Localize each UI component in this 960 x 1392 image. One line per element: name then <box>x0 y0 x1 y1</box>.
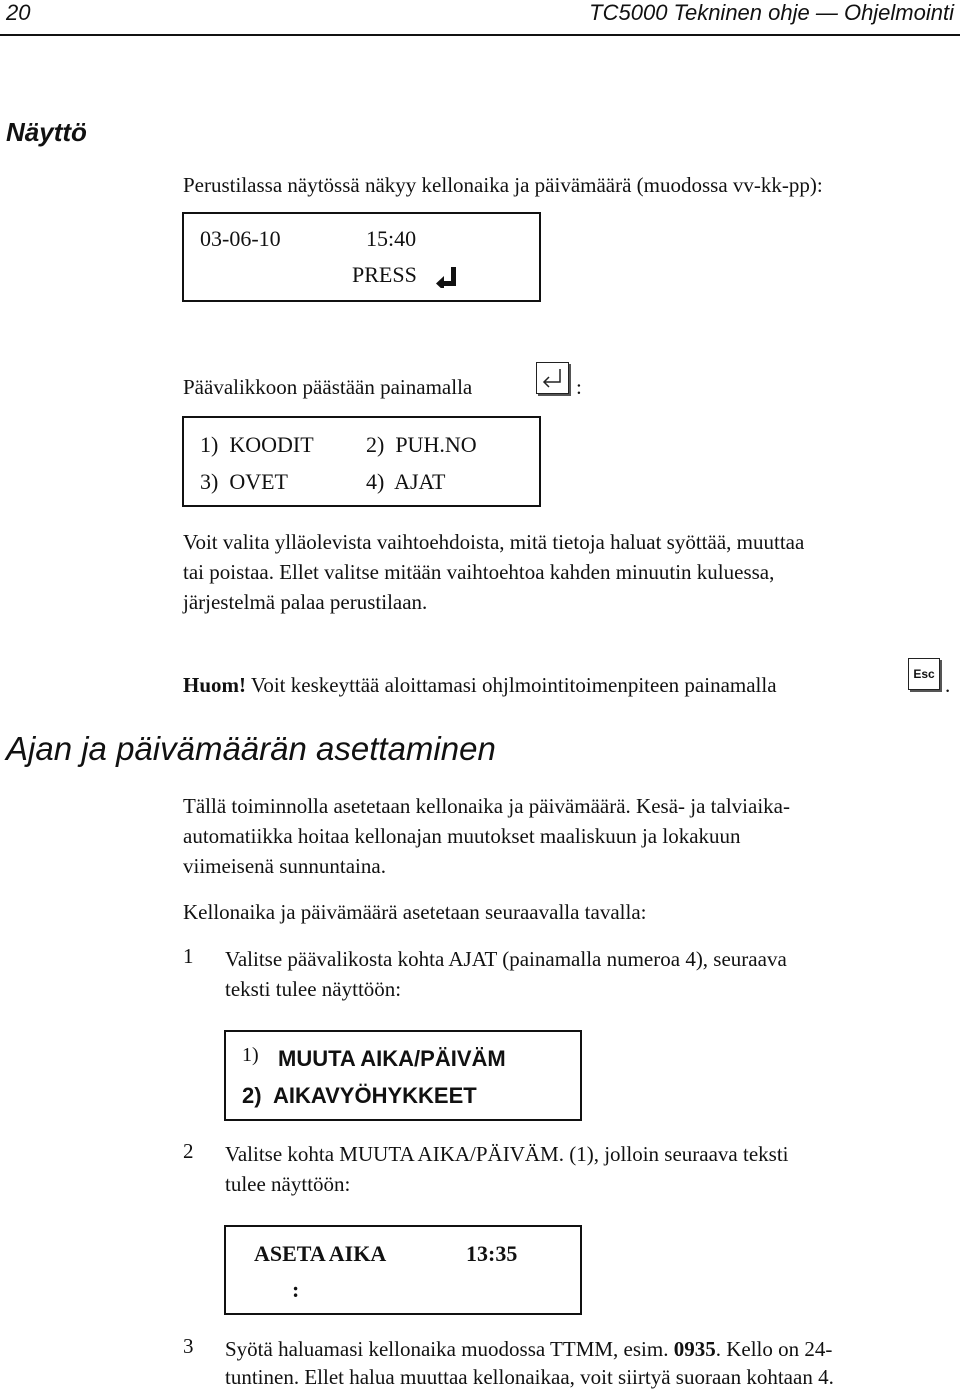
note-line <box>183 670 777 700</box>
lcd-time: 15:40 <box>366 226 417 251</box>
lcd-display-basic <box>182 212 541 302</box>
aseta-aika-time: 13:35 <box>466 1241 518 1266</box>
ajat-option-1-number: 1) <box>242 1044 259 1066</box>
page-number: 20 <box>6 0 31 25</box>
step-2-number: 2 <box>183 1139 194 1163</box>
menu-option-koodit: 1) KOODIT <box>200 432 314 457</box>
section-heading-naytto: Näyttö <box>6 117 87 147</box>
enter-key-icon <box>540 366 566 390</box>
esc-key-label: Esc <box>913 667 935 681</box>
menu-para-line-2: tai poistaa. Ellet valitse mitään vaihtoehtoa kahden minuutin kuluessa, <box>183 560 775 584</box>
note-end-period: . <box>945 673 951 697</box>
ajat-option-muuta: MUUTA AIKA/PÄIVÄM <box>278 1046 506 1071</box>
aika-para-line-1: Tällä toiminnolla asetetaan kellonaika ja päivämäärä. Kesä- ja talviaika- <box>183 794 790 818</box>
step-3-line-1 <box>225 1334 832 1364</box>
step-1-number: 1 <box>183 944 194 968</box>
enter-key <box>536 362 569 394</box>
step-1-line-2: teksti tulee näyttöön: <box>225 977 402 1001</box>
step-3-line-2: tuntinen. Ellet halua muuttaa kellonaikaa, voit siirtyä suoraan kohtaan 4. <box>225 1365 834 1389</box>
ajat-option-aikavyohykkeet: 2) AIKAVYÖHYKKEET <box>242 1083 477 1108</box>
menu-para-line-1: Voit valita ylläolevista vaihtoehdoista, mitä tietoja haluat syöttää, muuttaa <box>183 530 805 554</box>
aika-para-line-2: automatiikka hoitaa kellonajan muutokset maaliskuun ja lokakuun <box>183 824 741 848</box>
step-2-line-2: tulee näyttöön: <box>225 1172 351 1196</box>
note-text: Voit keskeyttää aloittamasi ohjlmointitoimenpiteen painamalla <box>250 673 777 697</box>
lcd-display-ajat-menu <box>224 1030 582 1121</box>
running-title: TC5000 Tekninen ohje — Ohjelmointi <box>589 0 954 25</box>
lcd-press: PRESS <box>352 262 417 287</box>
menu-para-line-3: järjestelmä palaa perustilaan. <box>183 590 428 614</box>
aseta-aika-label: ASETA AIKA <box>254 1241 387 1266</box>
lcd-display-main-menu <box>182 416 541 507</box>
step-1-line-1: Valitse päävalikosta kohta AJAT (painamalla numeroa 4), seuraava <box>225 947 787 971</box>
header-rule <box>0 34 960 36</box>
section-heading-aika: Ajan ja päivämäärän asettaminen <box>6 730 496 767</box>
menu-option-ajat: 4) AJAT <box>366 469 446 494</box>
lcd-date: 03-06-10 <box>200 226 281 251</box>
step-2-line-1: Valitse kohta MUUTA AIKA/PÄIVÄM. (1), jolloin seuraava teksti <box>225 1142 789 1166</box>
menu-intro-text: Päävalikkoon päästään painamalla <box>183 375 473 399</box>
menu-intro-colon: : <box>576 375 582 399</box>
menu-option-ovet: 3) OVET <box>200 469 288 494</box>
step-3-text-pre: Syötä haluamasi kellonaika muodossa TTMM, esim. <box>225 1337 674 1361</box>
step-3-example: 0935 <box>673 1337 716 1361</box>
enter-icon <box>436 266 460 288</box>
lcd-display-aseta-aika <box>224 1225 582 1315</box>
aika-para-2: Kellonaika ja päivämäärä asetetaan seuraavalla tavalla: <box>183 900 647 924</box>
aika-para-line-3: viimeisenä sunnuntaina. <box>183 854 386 878</box>
step-3-number: 3 <box>183 1334 194 1358</box>
intro-text: Perustilassa näytössä näkyy kellonaika ja päivämäärä (muodossa vv-kk-pp): <box>183 173 823 197</box>
menu-option-puhno: 2) PUH.NO <box>366 432 477 457</box>
esc-key <box>908 658 940 690</box>
step-3-text-post: . Kello on 24- <box>715 1337 833 1361</box>
aseta-aika-cursor: : <box>292 1277 300 1302</box>
note-label: Huom! <box>183 673 246 697</box>
